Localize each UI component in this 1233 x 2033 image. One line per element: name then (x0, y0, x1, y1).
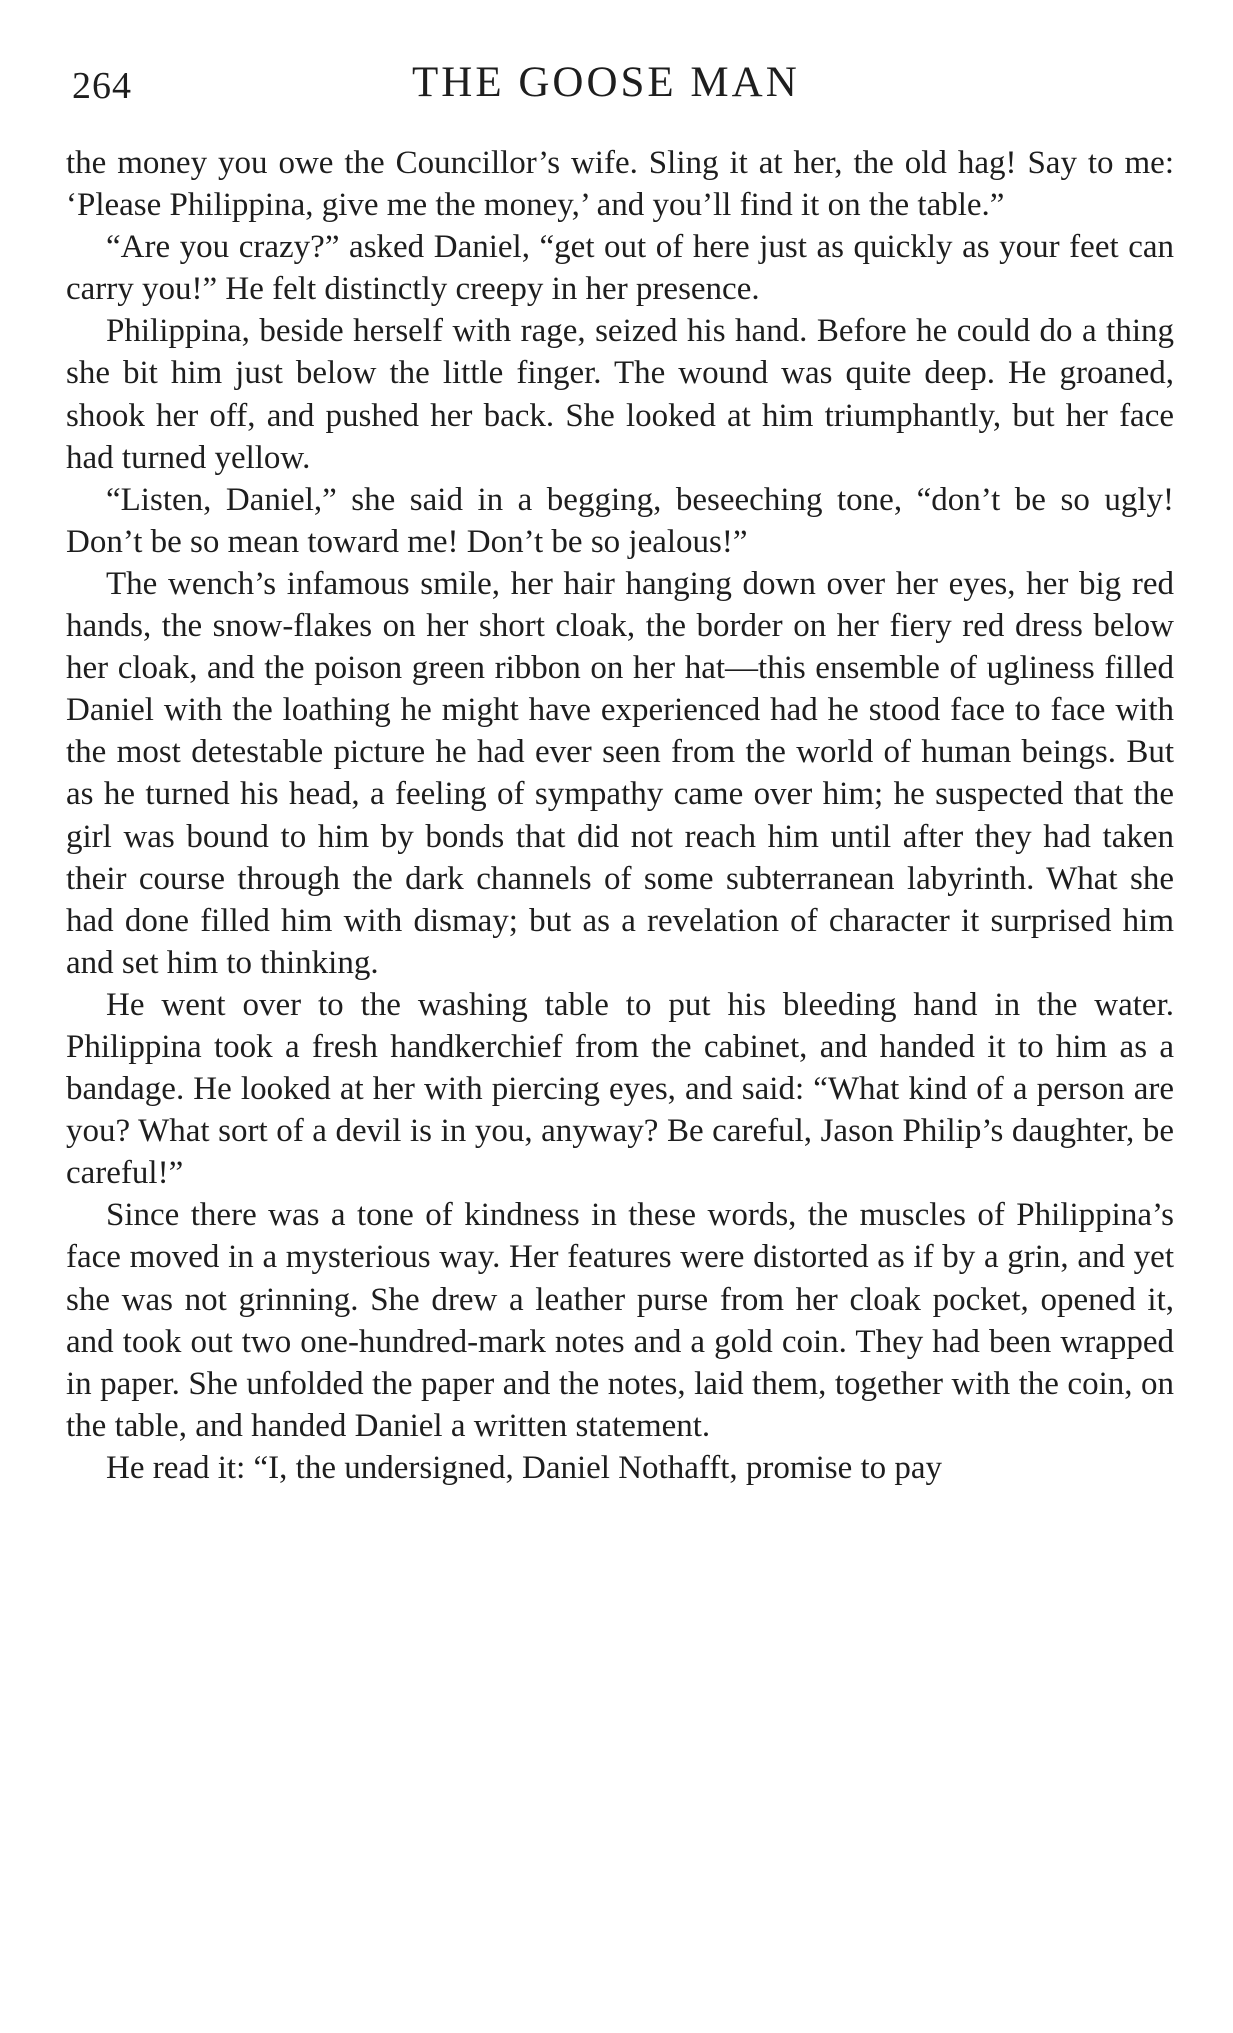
paragraph: He went over to the washing table to put his bleeding hand in the water. Philippina took a fresh handkerchief from the cabinet, and handed it to him as a bandage. He looked at her with piercing eyes, and said: “What kind of a person are you? What sort of a devil is in you, anyway? Be careful, Jason Philip’s daughter, be careful!” (66, 986, 1174, 1192)
page-number: 264 (72, 65, 132, 107)
paragraph: “Are you crazy?” asked Daniel, “get out of here just as quickly as your feet can carry you!” He felt distinctly creepy in her presence. (66, 229, 1174, 308)
paragraph: He read it: “I, the undersigned, Daniel Nothafft, promise to pay (106, 1449, 943, 1486)
paragraph: the money you owe the Councillor’s wife. Sling it at her, the old hag! Say to me: ‘Please Philippina, give me the money,’ and you’ll find it on the table.” (66, 145, 1174, 224)
paragraph: “Listen, Daniel,” she said in a begging, beseeching tone, “don’t be so ugly! Don’t be so mean toward me! Don’t be so jealous!” (66, 481, 1174, 560)
running-title: THE GOOSE MAN (412, 59, 800, 106)
paragraph: Philippina, beside herself with rage, seized his hand. Before he could do a thing she bit him just below the little finger. The wound was quite deep. He groaned, shook her off, and pushed her back. She looked at him triumphantly, but her face had turned yellow. (66, 313, 1174, 476)
paragraph: The wench’s infamous smile, her hair hanging down over her eyes, her big red hands, the snow-flakes on her short cloak, the border on her fiery red dress below her cloak, and the poison green ribbon on her hat—this ensemble of ugliness filled Daniel with the loathing he might have experienced had he stood face to face with the most detestable picture he had ever seen from the world of human beings. But as he turned his head, a feeling of sympathy came over him; he suspected that the girl was bound to him by bonds that did not reach him until after they had taken their course through the dark channels of some subterranean labyrinth. What she had done filled him with dismay; but as a revelation of character it surprised him and set him to thinking. (66, 565, 1174, 981)
body-text (66, 142, 1174, 1489)
paragraph: Since there was a tone of kindness in these words, the muscles of Philippina’s face moved in a mysterious way. Her features were distorted as if by a grin, and yet she was not grinning. She drew a leather purse from her cloak pocket, opened it, and took out two one-hundred-mark notes and a gold coin. They had been wrapped in paper. She unfolded the paper and the notes, laid them, together with the coin, on the table, and handed Daniel a written statement. (66, 1197, 1174, 1444)
page-header (72, 58, 1172, 118)
